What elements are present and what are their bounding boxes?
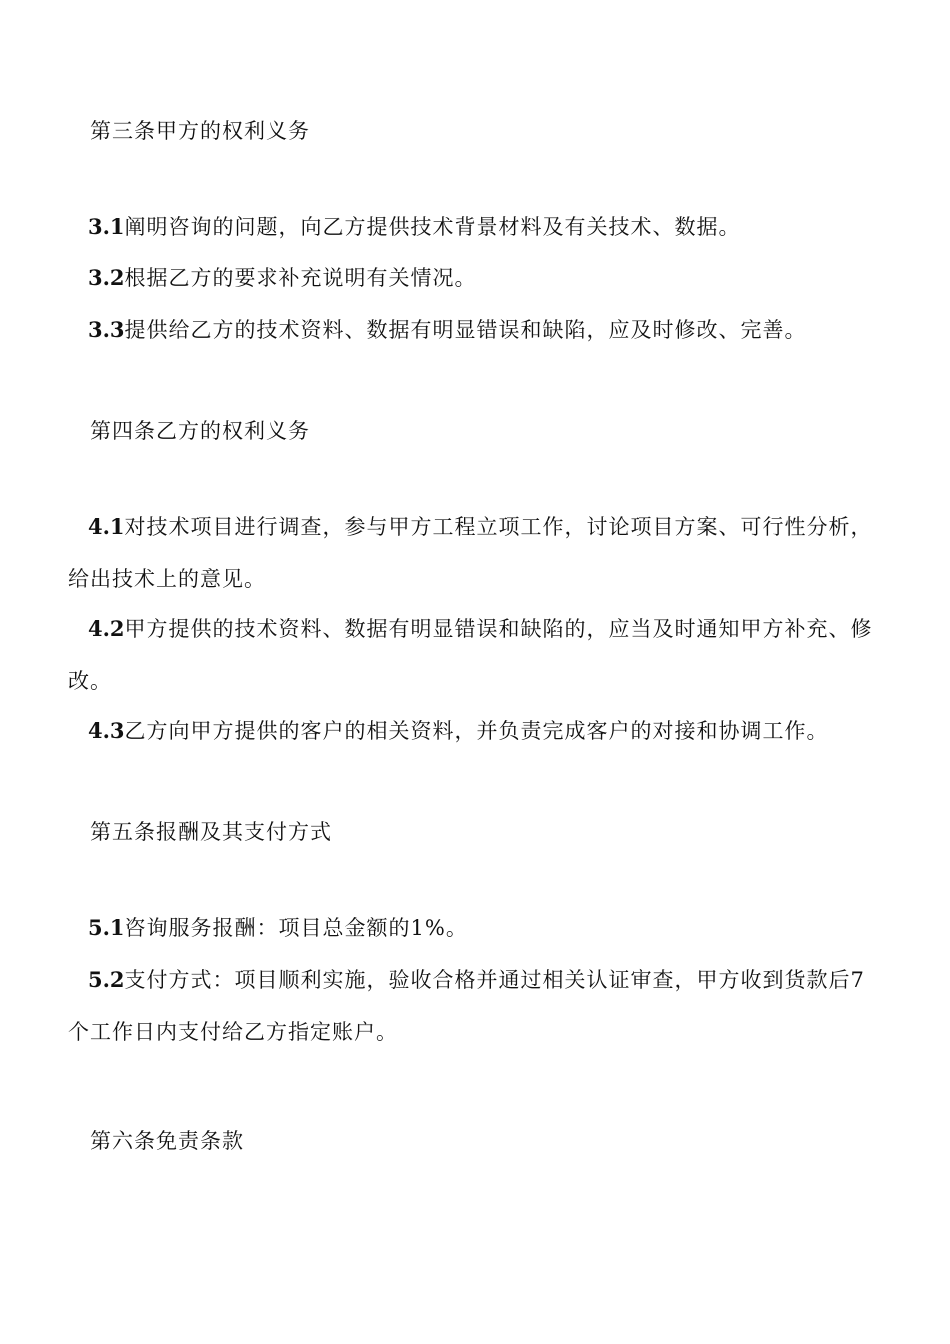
clause-5-2	[68, 954, 886, 1058]
clause-number: 3.1	[88, 214, 125, 239]
clause-4-3	[68, 705, 886, 757]
clause-number: 4.1	[88, 514, 125, 539]
clause-text: 甲方提供的技术资料、数据有明显错误和缺陷的，应当及时通知甲方补充、修 改。	[68, 617, 873, 693]
clause-number: 5.1	[88, 915, 125, 940]
clause-3-2	[68, 252, 886, 304]
clause-text: 提供给乙方的技术资料、数据有明显错误和缺陷，应及时修改、完善。	[124, 318, 807, 342]
clause-number: 4.3	[88, 718, 125, 743]
clause-number: 4.2	[88, 616, 125, 641]
clause-number: 5.2	[88, 967, 125, 992]
clause-text: 对技术项目进行调查，参与甲方工程立项工作，讨论项目方案、可行性分析， 给出技术上的意见。	[68, 515, 873, 591]
clause-text: 乙方向甲方提供的客户的相关资料，并负责完成客户的对接和协调工作。	[124, 719, 829, 743]
clause-4-2	[68, 603, 886, 707]
clause-text: 支付方式：项目顺利实施，验收合格并通过相关认证审查，甲方收到货款后7个工作日内支付给乙方指定账户。	[68, 968, 865, 1044]
clause-3-3	[68, 304, 886, 356]
clause-number: 3.2	[88, 265, 125, 290]
clause-3-1	[68, 201, 886, 253]
clause-5-1	[68, 902, 886, 954]
clause-4-1	[68, 501, 886, 605]
section-heading-3: 第三条甲方的权利义务	[90, 119, 310, 143]
clause-number: 3.3	[88, 317, 125, 342]
section-heading-6: 第六条免责条款	[90, 1129, 244, 1153]
section-heading-5: 第五条报酬及其支付方式	[90, 820, 332, 844]
section-heading-4: 第四条乙方的权利义务	[90, 419, 310, 443]
clause-text: 根据乙方的要求补充说明有关情况。	[124, 266, 477, 290]
clause-text: 阐明咨询的问题，向乙方提供技术背景材料及有关技术、数据。	[124, 215, 741, 239]
clause-text: 咨询服务报酬：项目总金额的1%。	[124, 916, 468, 940]
